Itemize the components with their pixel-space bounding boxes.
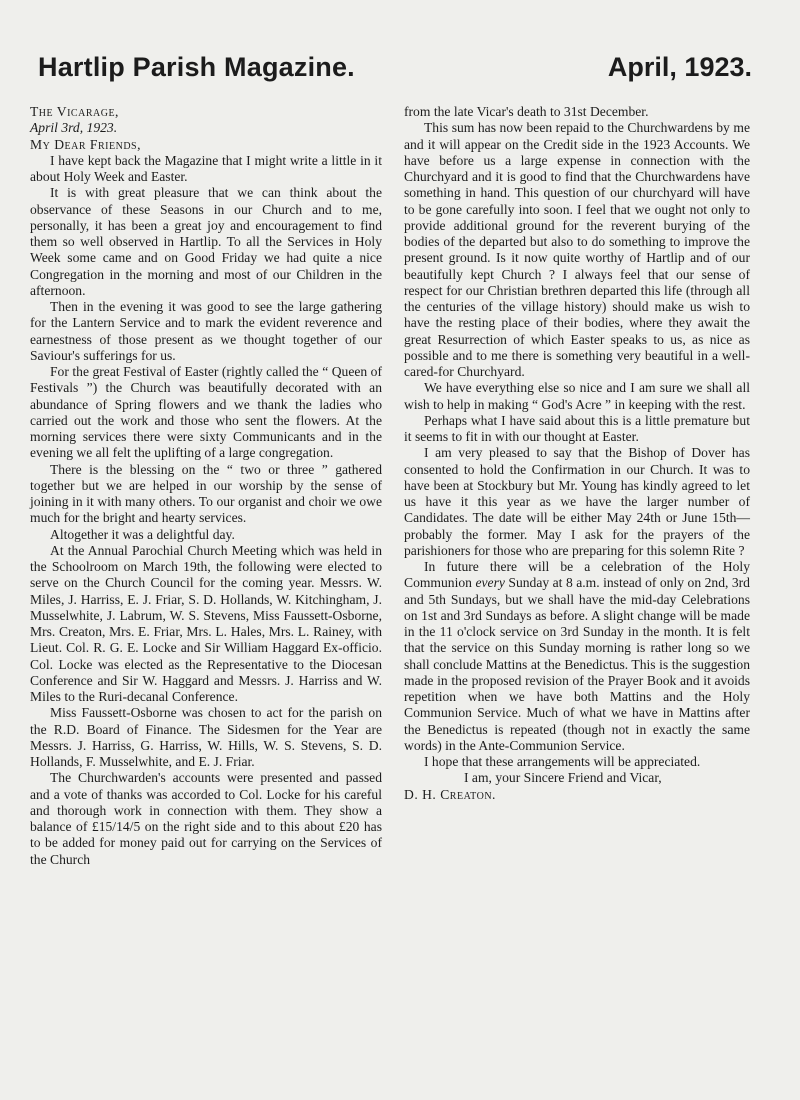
paragraph: Altogether it was a delightful day. [50,526,235,542]
paragraph: For the great Festival of Easter (rightly called the “ Queen of Festivals ”) the Church was beautifully decorated with an abundance of Spring flowers and we thank the ladies who carried out the work and those who sent the flowers. At the morning services there were sixty Communicants and in the evening we all felt the uplifting of a large congregation. [30,364,382,461]
closing: I am, your Sincere Friend and Vicar, [464,770,662,786]
signature: D. H. Creaton. [404,786,496,802]
letter-date: April 3rd, 1923. [30,120,118,136]
paragraph: It is with great pleasure that we can think about the observance of these Seasons in our Church and to me, personally, it has been a great joy and encouragement to find them so well observed in Hartlip. To all the Services in Holy Week some came and on Good Friday we had quite a nice Congregation in the morning and most of our Children in the afternoon. [30,185,382,298]
paragraph-communion [404,559,750,754]
paragraph: We have everything else so nice and I am sure we shall all wish to help in making “ God's Acre ” in keeping with the rest. [404,380,750,412]
paragraph: Then in the evening it was good to see the large gathering for the Lantern Service and to mark the evident reverence and earnestness of those present as we thought together of our Saviour's sufferings for us. [30,299,382,363]
masthead [38,52,752,92]
paragraph: There is the blessing on the “ two or three ” gathered together but we are helped in our worship by the sense of joining in it with many others. To our organist and choir we owe much for the bright and hearty services. [30,461,382,526]
left-column [30,104,382,868]
letter-address: The Vicarage, [30,104,119,119]
paragraph: I hope that these arrangements will be appreciated. [424,754,701,769]
paragraph: I am very pleased to say that the Bishop of Dover has consented to hold the Confirmation in our Church. It was to have been at Stockbury but Mr. Young has kindly agreed to let us have it this year as we have the larger number of Candidates. The date will be either May 24th or June 15th—probably the former. May I ask for the prayers of the parishioners for those who are preparing for this solemn Rite ? [404,445,750,558]
communion-text-after: Sunday at 8 a.m. instead of only on 2nd, 3rd and 5th Sundays, but we shall have the mid-day Celebrations on 1st and 3rd Sundays as before. A slight change will be made in the 11 o'clock service on 3rd Sunday in the month. It is felt that the service on this Sunday morning is rather long so we shall conclude Mattins at the Benedictus. This is the suggestion made in the proposed revision of the Prayer Book and it avoids repetition when we have both Mattins and the Holy Communion Service. Much of what we have in Mattins after the Benedictus is repeated (though not in exactly the same words) in the Ante-Communion Service. [404,575,750,753]
magazine-title: Hartlip Parish Magazine. [38,52,355,82]
paragraph: At the Annual Parochial Church Meeting which was held in the Schoolroom on March 19th, the following were elected to serve on the Church Council for the coming year. Messrs. W. Miles, J. Harriss, E. J. Friar, S. D. Hollands, W. Kitchingham, J. Musselwhite, J. Labrum, W. S. Stevens, Miss Faussett-Osborne, Mrs. Creaton, Mrs. E. Friar, Mrs. L. Hales, Mrs. L. Rainey, with Lieut. Col. R. G. E. Locke and Sir William Haggard Ex-officio. Col. Locke was elected as the Representative to the Diocesan Conference and Sir W. Haggard and Messrs. J. Harriss and W. Miles to the Ruri-decanal Conference. [30,542,382,704]
paragraph: This sum has now been repaid to the Churchwardens by me and it will appear on the Credit side in the 1923 Accounts. We have before us a large expense in connection with the Churchyard and it is good to find that the Churchwardens have something in hand. This question of our churchyard will have to be gone carefully into soon. I feel that we ought not only to provide additional ground for the reverent burying of the bodies of the departed but also to do something to improve the present ground. Is it now quite worthy of Hartlip and of our beautifully kept Church ? I always feel that our sense of respect for our Christian brethren departed this life (through all the centuries of the village history) should make us wish to have the resting place of their bodies, where they await the great Resurrection of which Easter speaks to us, as nice as possible and to me there is something very beautiful in a well-cared-for Churchyard. [404,120,750,379]
communion-emphasis: every [475,575,505,591]
right-column [404,104,750,803]
paragraph: Miss Faussett-Osborne was chosen to act for the parish on the R.D. Board of Finance. The Sidesmen for the Year are Messrs. J. Harriss, G. Harriss, W. Hills, W. S. Stevens, S. D. Hollands, F. Musselwhite, and E. J. Friar. [30,705,382,769]
paragraph: Perhaps what I have said about this is a little premature but it seems to fit in with our thought at Easter. [404,412,750,444]
communion-text-before: In future there will be a celebration of the Holy Communion [404,559,750,591]
paragraph: The Churchwarden's accounts were presented and passed and a vote of thanks was accorded to Col. Locke for his careful and thorough work in connection with them. They show a balance of £15/14/5 on the right side and to this about £20 has to be added for money paid out for carrying on the Services of the Church [30,770,382,867]
paragraph: I have kept back the Magazine that I might write a little in it about Holy Week and Easter. [30,152,382,184]
salutation: My Dear Friends, [30,136,141,152]
issue-date: April, 1923. [607,52,752,82]
paragraph-continuation: from the late Vicar's death to 31st December. [404,104,649,119]
